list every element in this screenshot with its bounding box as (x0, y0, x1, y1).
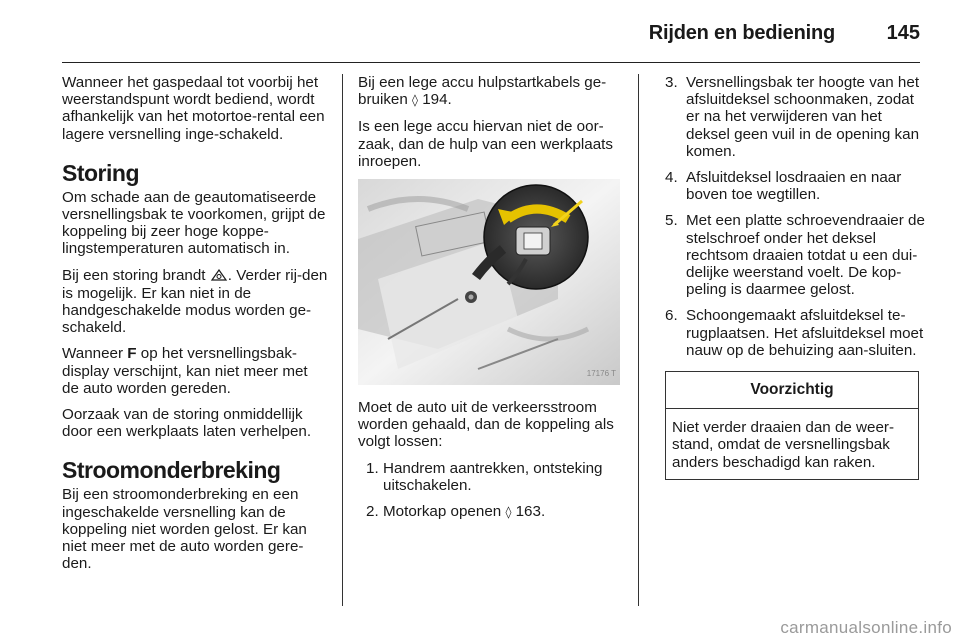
column-1 (62, 74, 328, 581)
list-item (665, 307, 927, 359)
column-2 (358, 74, 624, 530)
step-text: Motorkap openen (383, 503, 506, 521)
heading-stroomonderbreking: Stroomonderbreking (62, 457, 281, 484)
page-ref-icon: ◊ (505, 505, 512, 520)
list-item (665, 212, 927, 298)
page-header (62, 20, 920, 63)
page-number: 145 (886, 22, 920, 44)
step-number: 2. (366, 503, 379, 521)
column-3 (665, 74, 927, 480)
step-text: Schoongemaakt afsluitdeksel te-rugplaatsen. Het afsluitdeksel moet nauw op de behuizing aan-sluiten. (686, 307, 924, 359)
storing-paragraph-2 (62, 267, 328, 337)
display-letter-f: F (127, 345, 137, 363)
watermark[interactable]: carmanualsonline.info (780, 618, 952, 637)
caution-title: Voorzichtig (666, 372, 918, 409)
step-number: 5. (665, 212, 678, 230)
storing-paragraph-1: Om schade aan de geautomatiseerde versnellingsbak te voorkomen, grijpt de koppeling bij zeer hoge koppe-lingstemperaturen automatisch in. (62, 188, 326, 258)
steps-list-a (358, 460, 624, 522)
storing-text-a: Bij een storing brandt (62, 266, 210, 284)
stroom-paragraph: Bij een stroomonderbreking en een ingeschakelde versnelling kan de koppeling niet worden gelost. Er kan niet meer met de auto worden gere-den. (62, 486, 307, 573)
page-ref-194[interactable]: 194. (422, 91, 452, 109)
list-item (358, 460, 624, 494)
storing-3-text-b: op het versnellingsbak-display verschijnt, kan niet meer met de auto worden gereden. (62, 345, 308, 397)
page-ref-163[interactable]: 163. (515, 503, 546, 521)
column-divider (638, 74, 639, 606)
section-title: Rijden en bediening (648, 22, 835, 44)
step-number: 6. (665, 307, 678, 325)
storing-3-text-a: Wanneer (62, 345, 128, 363)
step-text: Afsluitdeksel losdraaien en naar boven toe wegtillen. (686, 169, 902, 204)
steps-list-b (665, 74, 927, 359)
list-item (665, 74, 927, 160)
list-item (665, 169, 927, 203)
step-number: 3. (665, 74, 678, 91)
accu-text: Bij een lege accu hulpstartkabels ge-bruiken (358, 74, 607, 109)
column-divider (342, 74, 343, 606)
gearbox-photo (358, 179, 620, 385)
werkplaats-paragraph: Is een lege accu hiervan niet de oor-zaak, dan de hulp van een werkplaats inroepen. (358, 118, 613, 170)
accu-paragraph (358, 74, 624, 109)
gearbox-warning-icon (210, 269, 228, 284)
storing-text-b: . Verder rij-den is mogelijk. Er kan niet in de handgeschakelde modus worden ge-schakeld. (62, 266, 328, 337)
image-code: 17176 T (586, 368, 616, 378)
verkeer-paragraph: Moet de auto uit de verkeersstroom worden gehaald, dan de koppeling als volgt lossen: (358, 399, 614, 451)
page-ref-icon: ◊ (412, 93, 418, 108)
caution-body: Niet verder draaien dan de weer-stand, omdat de versnellingsbak anders beschadigd kan raken. (672, 419, 895, 471)
step-number: 4. (665, 169, 678, 187)
step-text: Versnellingsbak ter hoogte van het afsluitdeksel schoonmaken, zodat er na het verwijderen van het deksel geen vuil in de opening kan komen. (686, 74, 920, 160)
storing-paragraph-4: Oorzaak van de storing onmiddellijk door een werkplaats laten verhelpen. (62, 406, 312, 441)
step-text: Handrem aantrekken, ontsteking uitschakelen. (383, 459, 603, 494)
caution-box (665, 371, 919, 480)
list-item (358, 503, 624, 521)
storing-paragraph-3 (62, 345, 328, 397)
step-text: Met een platte schroevendraaier de stelschroef onder het deksel rechtsom draaien totdat u een dui-delijke weerstand voelt. De kop-peling is daarmee gelost. (686, 212, 925, 299)
step-number: 1. (366, 459, 379, 477)
heading-storing: Storing (62, 159, 139, 186)
intro-paragraph: Wanneer het gaspedaal tot voorbij het weerstandspunt wordt bediend, wordt afhankelijk van het motortoe-rental een lagere versnelling inge-schakeld. (62, 74, 325, 143)
